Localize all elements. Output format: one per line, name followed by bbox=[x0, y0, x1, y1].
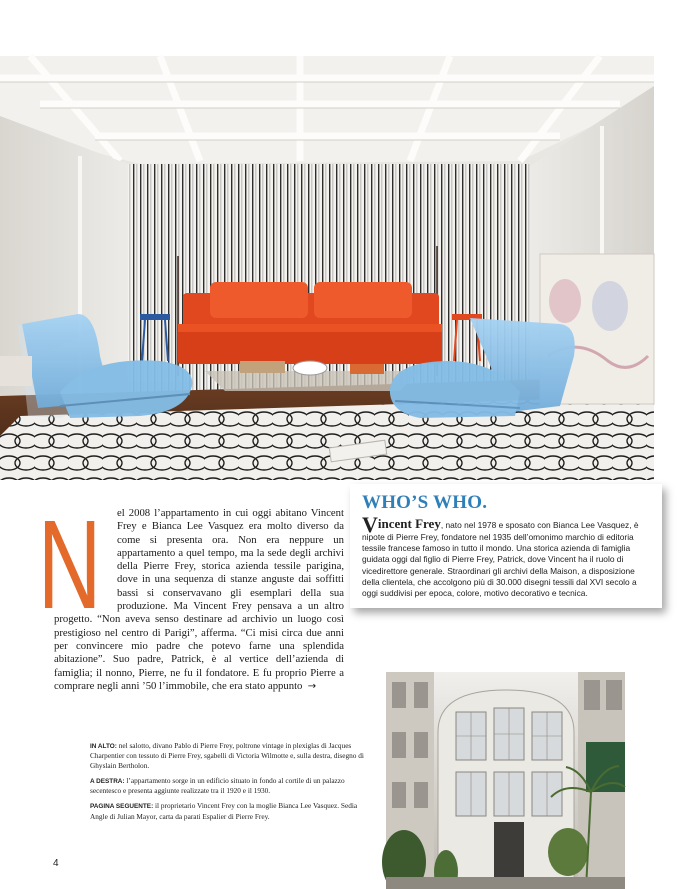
whos-who-body: , nato nel 1978 e sposato con Bianca Lee Vasquez, è nipote di Pierre Frey, fondatore nel 1935 dell’omonimo marchio di editoria tessile francese famoso in tutto il mondo. Una storica azienda di famiglia guidata oggi dal figlio di Pierre Frey, Patrick, dove Vincent ha il ruolo di vicedirettore generale. Straordinari gli archivi della Maison, a disposizione della clientela, che accolgono più di 30.000 disegni tessili dal XVI secolo a oggi suddivisi per epoca, colore, motivo decorativo e tecnica. bbox=[362, 520, 639, 599]
whos-who-box bbox=[350, 484, 662, 608]
courtyard-photo bbox=[386, 672, 625, 889]
article-body-text: el 2008 l’appartamento in cui oggi abitano Vincent Frey e Bianca Lee Vasquez era molto diverso da come si presenta ora. Non era neppure un appartamento a quel tempo, ma la sede degli archivi della Pierre Frey, storica azienda tessile parigina, dove in una sequenza di stanze anguste dai soffitti bassi si conservavano gli esemplari della sua produzione. Ma Vincent Frey pensava a un altro progetto. “Non aveva senso destinare ad archivio un luogo così prestigioso nel centro di Parigi”, afferma. “Ci misi circa due anni per convincere mio padre che potevo farne una splendida abitazione”. Suo padre, Patrick, è al vertice dell’azienda di famiglia; il nonno, Pierre, ne fu il fondatore. E fu proprio Pierre a comprare negli anni ’50 l’immobile, che era stato appunto bbox=[54, 507, 344, 692]
whos-who-name: incent Frey bbox=[377, 516, 441, 531]
caption-next-page bbox=[90, 801, 375, 821]
caption-lead: IN ALTO: bbox=[90, 743, 117, 750]
caption-text: l’appartamento sorge in un edificio situato in fondo al cortile di un palazzo secentesco e presenta aggiunte realizzate tra il 1920 e il 1930. bbox=[90, 775, 345, 796]
drop-cap-letter: N bbox=[37, 495, 102, 636]
whos-who-text bbox=[362, 512, 652, 599]
page-number: 4 bbox=[53, 858, 59, 869]
whos-who-title: WHO’S WHO. bbox=[362, 492, 488, 513]
drop-cap-space bbox=[54, 507, 117, 605]
article-body bbox=[54, 507, 344, 693]
continue-arrow-icon: → bbox=[307, 680, 317, 692]
living-room-photo bbox=[0, 56, 654, 480]
whos-who-initial: V bbox=[362, 512, 378, 537]
caption-top bbox=[90, 741, 375, 770]
photo-captions bbox=[90, 741, 375, 827]
caption-text: nel salotto, divano Pablo di Pierre Frey, poltrone vintage in plexiglas di Jacques Charpentier con tessuto di Pierre Frey, sgabelli di Victoria Wilmotte e, sulla destra, disegno di Ghyslain Bertholon. bbox=[90, 741, 364, 770]
caption-text: il proprietario Vincent Frey con la moglie Bianca Lee Vasquez. Sedia Angle di Julian Mayor, carta da parati Espalier di Pierre Frey. bbox=[90, 801, 358, 821]
caption-lead: A DESTRA: bbox=[90, 777, 125, 785]
caption-lead: PAGINA SEGUENTE: bbox=[90, 803, 154, 811]
caption-right bbox=[90, 776, 375, 796]
